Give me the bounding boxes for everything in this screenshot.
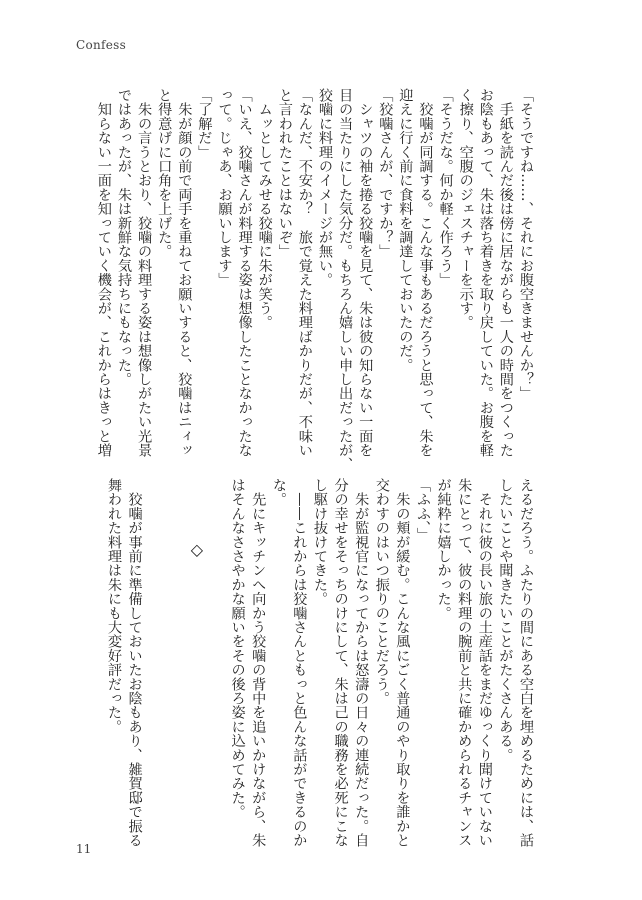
text-column: し駆け抜けてきた。 (312, 478, 328, 606)
text-block-upper (0, 88, 642, 472)
text-column: ではあったが、朱は新鮮な気持ちにもなった。 (116, 88, 132, 387)
text-column: 分の幸せをそっちのけにして、朱は己の職務を必死にこな (332, 478, 349, 848)
text-column: ムッとしてみせる狡噛に朱が笑う。 (256, 88, 273, 330)
text-column: く擦り、空腹のジェスチャーを示す。 (457, 88, 474, 330)
text-column: 「そうですね……、それにお腹空きませんか？」 (518, 88, 534, 401)
text-column: 狡噛が事前に準備しておいたお陰もあり、雑賀邸で振る (126, 478, 143, 848)
text-column: 狡噛が同調する。こんな事もあるだろうと思って、朱を (417, 88, 434, 458)
text-column: って。じゃあ、お願いします」 (216, 88, 233, 287)
section-break-diamond: ◇ (187, 540, 207, 559)
text-column: 「ふふ、」 (415, 478, 431, 542)
text-column: 朱が監視官になってからは怒濤の日々の連続だった。自 (353, 478, 370, 848)
text-column: 「狡噛さんが、ですか？」 (377, 88, 394, 259)
text-column: 手紙を読んだ後は傍に居ながらも一人の時間をつくった (497, 88, 514, 458)
text-column: それに彼の長い旅の土産話をまだゆっくり聞けていない (476, 478, 493, 848)
text-column: はそんなささやかな願いをその後ろ姿に込めてみた。 (229, 478, 246, 819)
text-column: と得意げに口角を上げた。 (156, 88, 173, 259)
text-column: シャツの袖を捲る狡噛を見て、朱は彼の知らない一面を (357, 88, 374, 458)
text-column: 朱が顔の前で両手を重ねてお願いすると、狡噛はニィッ (176, 88, 193, 458)
text-column: 狡噛に料理のイメージが無い。 (317, 88, 333, 287)
text-column: 先にキッチンへ向かう狡噛の背中を追いかけながら、朱 (250, 478, 267, 848)
text-column: 舞われた料理は朱にも大変好評だった。 (106, 478, 122, 734)
text-column: お陰もあって、朱は落ち着きを取り戻していた。お腹を軽 (477, 88, 494, 458)
page-number: 11 (76, 842, 92, 856)
text-column: が純粋に嬉しかった。 (435, 478, 452, 620)
text-column: 「なんだ、不安か？ 旅で覚えた料理ばかりだが、不味い (296, 88, 313, 458)
text-column: 朱の言うとおり、狡噛の料理する姿は想像しがたい光景 (136, 88, 153, 458)
text-column: ——これからは狡噛さんともっと色んな話ができるのか (291, 478, 308, 848)
text-block-lower (0, 478, 642, 848)
text-column: と言われたことはないぞ」 (276, 88, 293, 259)
text-column: 「いえ、狡噛さんが料理する姿は想像したことなかったな (236, 88, 253, 458)
text-column: 目の当たりにした気分だ。もちろん嬉しい申し出だったが、 (337, 88, 354, 472)
text-column: 「了解だ」 (196, 88, 213, 159)
text-column: な。 (270, 478, 287, 507)
text-column: 知らない一面を知っていく機会が、これからはきっと増 (95, 88, 112, 458)
text-column (143, 478, 167, 838)
text-column (205, 478, 229, 838)
running-header: Confess (76, 38, 127, 52)
text-column: 朱の頬が緩む。こんな風にごく普通のやり取りを誰かと (394, 478, 411, 848)
text-column: 朱にとって、彼の料理の腕前と共に確かめられるチャンス (456, 478, 473, 848)
text-column: えるだろう。ふたりの間にある空白を埋めるためには、話 (518, 478, 534, 848)
text-column: 「そうだな。何か軽く作ろう」 (437, 88, 454, 287)
text-column (164, 478, 188, 838)
text-column: 迎えに行く前に食料を調達しておいたのだ。 (397, 88, 414, 372)
text-column: したいことや聞きたいことがたくさんある。 (497, 478, 514, 762)
text-column: 交わすのはいつ振りのことだろう。 (373, 478, 390, 706)
